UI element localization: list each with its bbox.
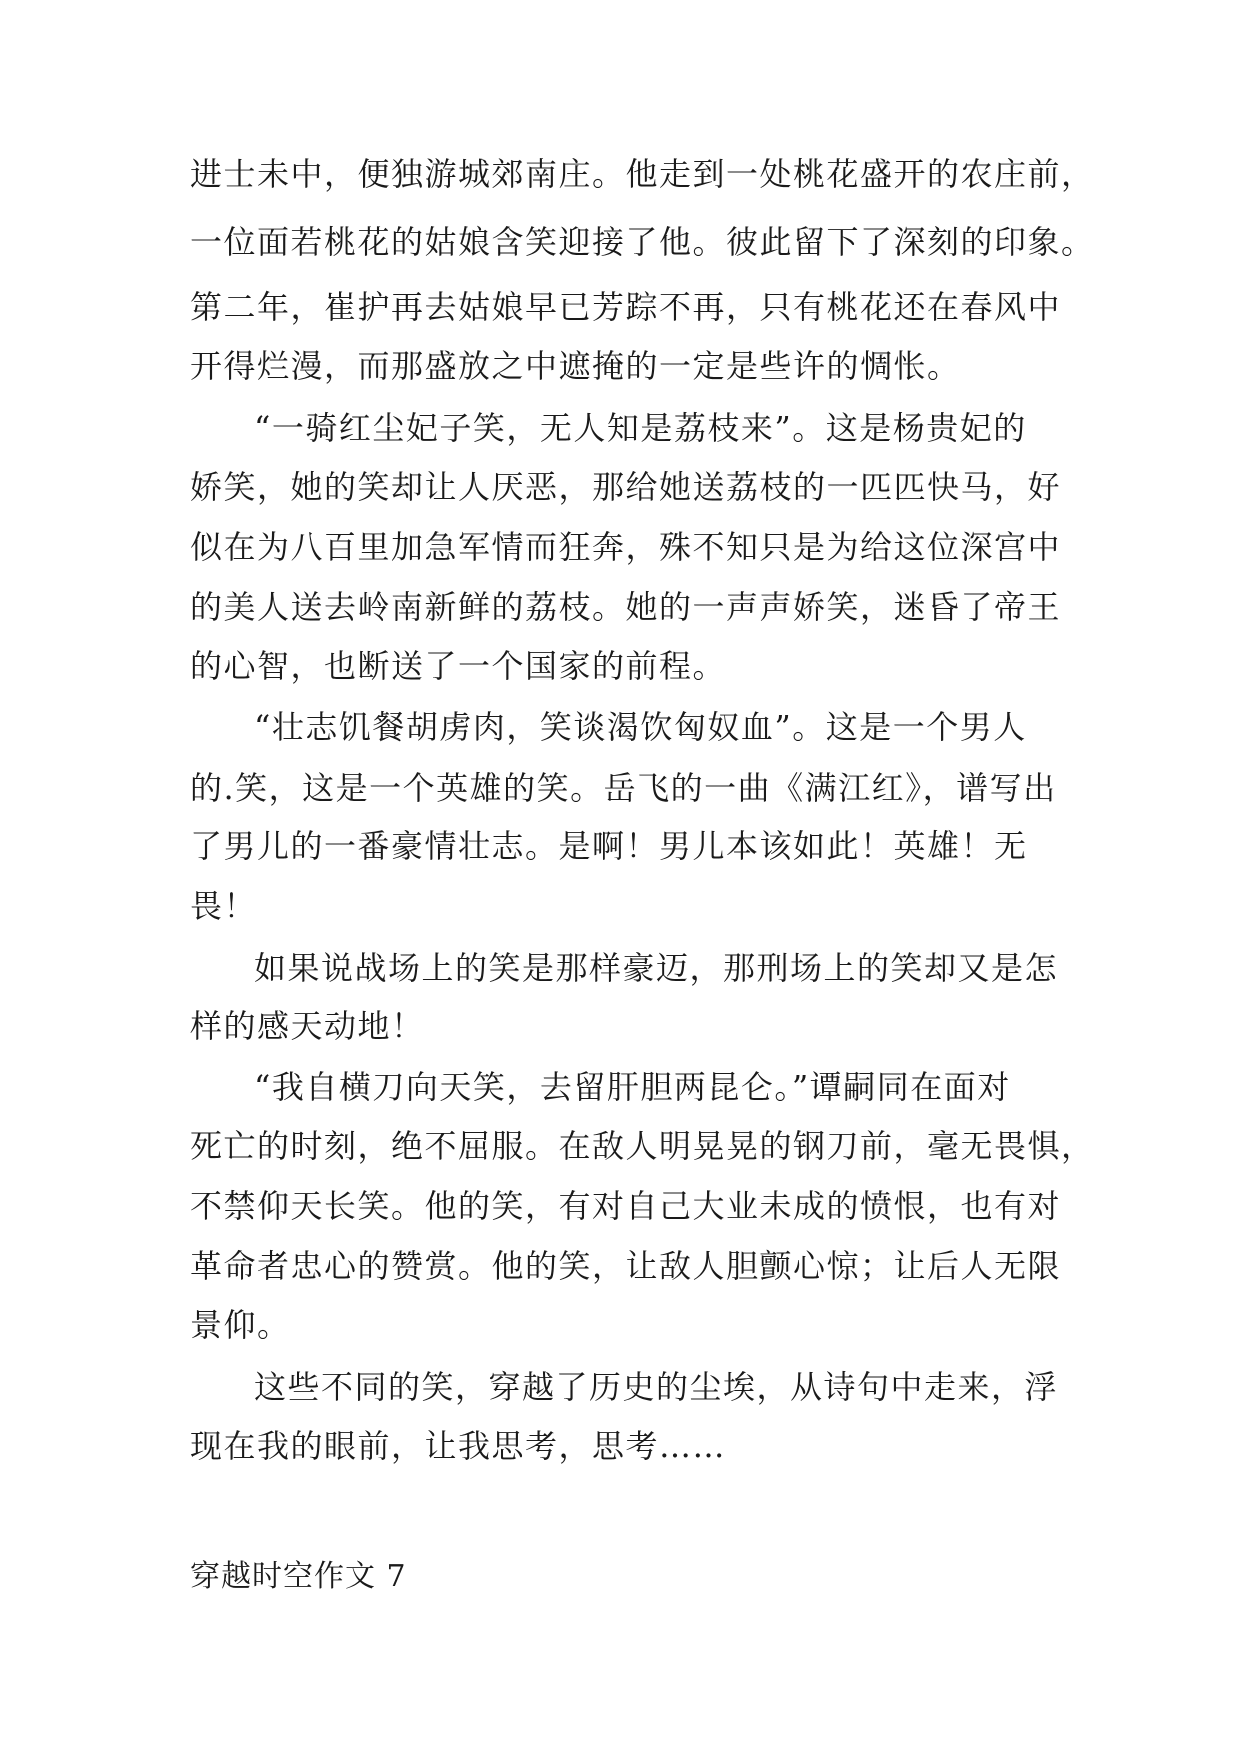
section-heading: 穿越时空作文 7 — [190, 1559, 407, 1594]
paragraph-line: 畏！ — [190, 887, 258, 925]
paragraph-line: 开得烂漫，而那盛放之中遮掩的一定是些许的惆怅。 — [190, 347, 961, 385]
paragraph-line: 的.笑，这是一个英雄的笑。岳飞的一曲《满江红》，谱写出 — [190, 769, 1057, 807]
paragraph-line: “一骑红尘妃子笑，无人知是荔枝来”。这是杨贵妃的 — [254, 409, 1027, 447]
paragraph-line: 似在为八百里加急军情而狂奔，殊不知只是为给这位深宫中 — [190, 528, 1062, 566]
paragraph-line: 革命者忠心的赞赏。他的笑，让敌人胆颤心惊；让后人无限 — [190, 1247, 1062, 1285]
paragraph-line: 如果说战场上的笑是那样豪迈，那刑场上的笑却又是怎 — [254, 949, 1059, 987]
paragraph-line: 进士未中，便独游城郊南庄。他走到一处桃花盛开的农庄前， — [190, 155, 1095, 193]
paragraph-line: 现在我的眼前，让我思考，思考…… — [190, 1427, 727, 1465]
paragraph-line: 娇笑，她的笑却让人厌恶，那给她送荔枝的一匹匹快马，好 — [190, 468, 1062, 506]
paragraph-line: “我自横刀向天笑，去留肝胆两昆仑。”谭嗣同在面对 — [254, 1068, 1011, 1106]
paragraph-line: 的心智，也断送了一个国家的前程。 — [190, 647, 727, 685]
paragraph-line: 第二年，崔护再去姑娘早已芳踪不再，只有桃花还在春风中 — [190, 288, 1062, 326]
paragraph-line: 死亡的时刻，绝不屈服。在敌人明晃晃的钢刀前，毫无畏惧， — [190, 1127, 1095, 1165]
paragraph-line: “壮志饥餐胡虏肉，笑谈渴饮匈奴血”。这是一个男人 — [254, 708, 1027, 746]
paragraph-line: 了男儿的一番豪情壮志。是啊！男儿本该如此！英雄！无 — [190, 827, 1028, 865]
paragraph-line: 这些不同的笑，穿越了历史的尘埃，从诗句中走来，浮 — [254, 1368, 1059, 1406]
paragraph-line: 一位面若桃花的姑娘含笑迎接了他。彼此留下了深刻的印象。 — [190, 223, 1095, 261]
paragraph-line: 景仰。 — [190, 1306, 291, 1344]
paragraph-line: 不禁仰天长笑。他的笑，有对自己大业未成的愤恨，也有对 — [190, 1187, 1062, 1225]
paragraph-line: 样的感天动地！ — [190, 1007, 425, 1045]
paragraph-line: 的美人送去岭南新鲜的荔枝。她的一声声娇笑，迷昏了帝王 — [190, 588, 1062, 626]
